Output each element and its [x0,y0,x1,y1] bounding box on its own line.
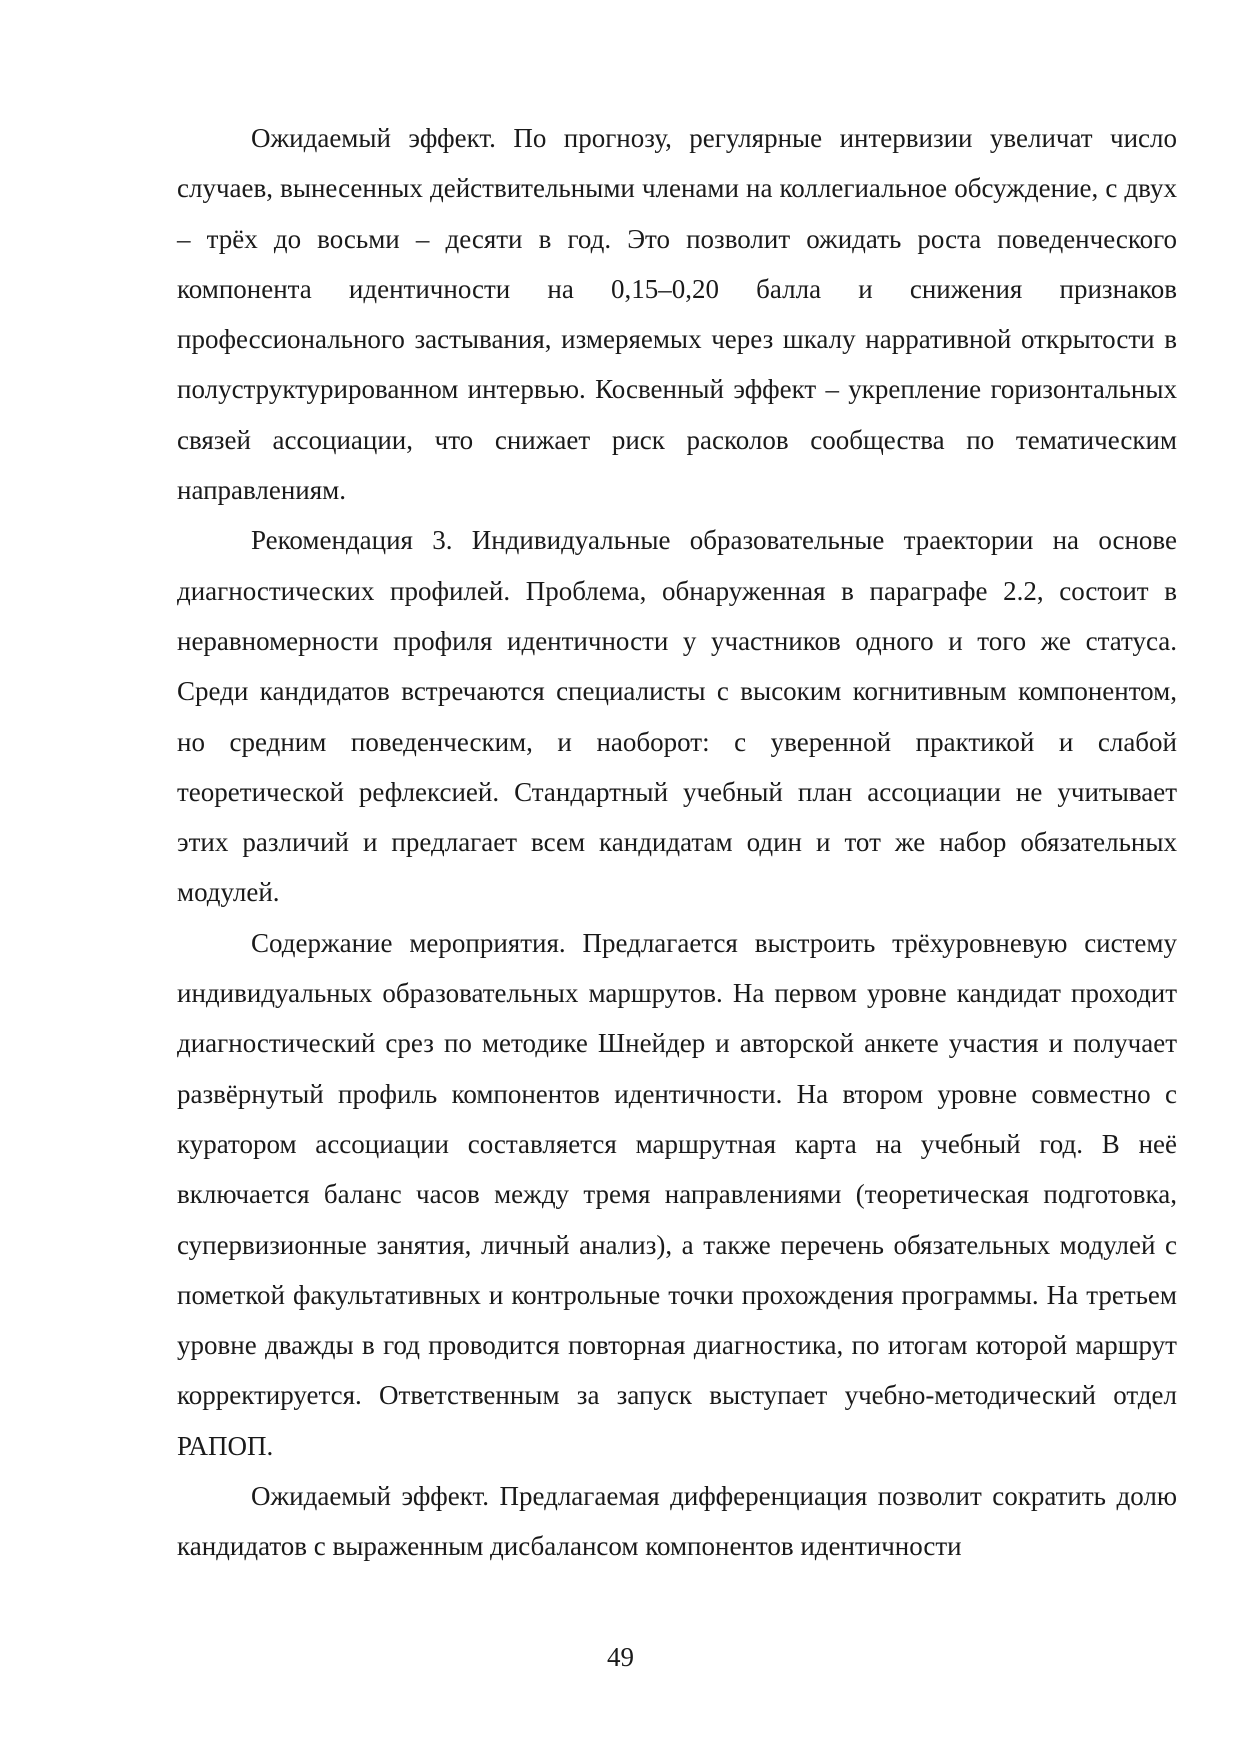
page-body [177,113,1177,1572]
paragraph-recommendation-3: Рекомендация 3. Индивидуальные образовательные траектории на основе диагностических профилей. Проблема, обнаруженная в параграфе 2.2, состоит в неравномерности профиля идентичности у участников одного и того же статуса. Среди кандидатов встречаются специалисты с высоким когнитивным компонентом, но средним поведенческим, и наоборот: с уверенной практикой и слабой теоретической рефлексией. Стандартный учебный план ассоциации не учитывает этих различий и предлагает всем кандидатам один и тот же набор обязательных модулей. [177,525,1177,908]
paragraph-expected-effect-intervision: Ожидаемый эффект. По прогнозу, регулярные интервизии увеличат число случаев, вынесенных действительными членами на коллегиальное обсуждение, с двух – трёх до восьми – десяти в год. Это позволит ожидать роста поведенческого компонента идентичности на 0,15–0,20 балла и снижения признаков профессионального застывания, измеряемых через шкалу нарративной открытости в полуструктурированном интервью. Косвенный эффект – укрепление горизонтальных связей ассоциации, что снижает риск расколов сообщества по тематическим направлениям. [177,123,1177,506]
paragraph-measure-content: Содержание мероприятия. Предлагается выстроить трёхуровневую систему индивидуальных образовательных маршрутов. На первом уровне кандидат проходит диагностический срез по методике Шнейдер и авторской анкете участия и получает развёрнутый профиль компонентов идентичности. На втором уровне совместно с куратором ассоциации составляется маршрутная карта на учебный год. В неё включается баланс часов между тремя направлениями (теоретическая подготовка, супервизионные занятия, личный анализ), а также перечень обязательных модулей с пометкой факультативных и контрольные точки прохождения программы. На третьем уровне дважды в год проводится повторная диагностика, по итогам которой маршрут корректируется. Ответственным за запуск выступает учебно-методический отдел РАПОП. [177,927,1177,1461]
paragraph-expected-effect-differentiation: Ожидаемый эффект. Предлагаемая дифференциация позволит сократить долю кандидатов с выраженным дисбалансом компонентов идентичности [177,1481,1177,1562]
page-number: 49 [607,1642,634,1672]
